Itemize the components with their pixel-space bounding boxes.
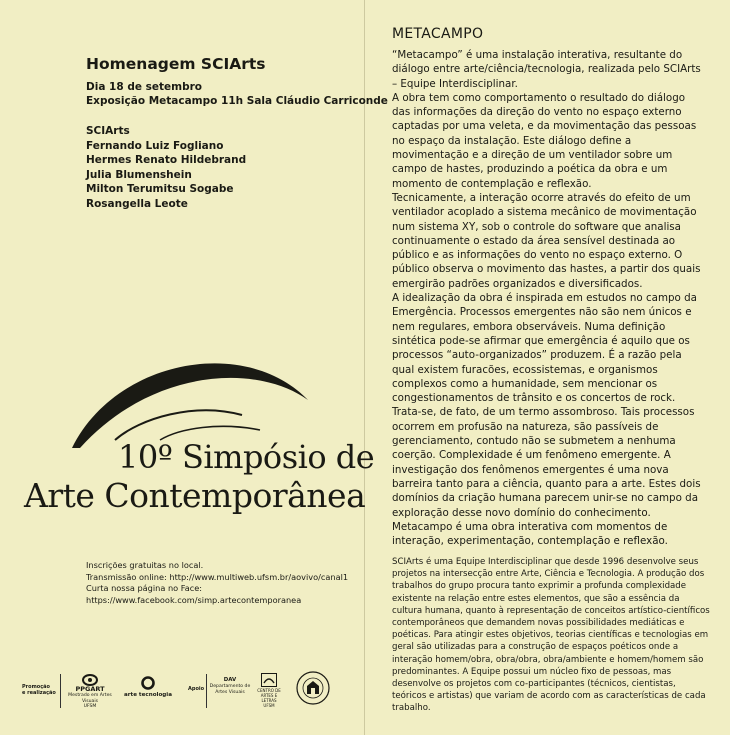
paragraph: Metacampo é uma obra interativa com momentos de interação, experimentação, contemplação e reflexão.	[392, 520, 668, 548]
dav-sub: Departamento de Artes Visuais	[209, 684, 251, 695]
cal-logo-icon	[261, 673, 277, 687]
member-name: Milton Terumitsu Sogabe	[86, 183, 234, 195]
member-name: Fernando Luiz Fogliano	[86, 139, 224, 152]
ppgart-sub: Mestrado em Artes Visuais UFSM	[68, 693, 112, 709]
member-name: Julia Blumenshein	[86, 168, 192, 181]
event-info	[86, 80, 388, 108]
member-name: Hermes Renato Hildebrand	[86, 154, 247, 166]
apoio-label: Apoio	[188, 686, 205, 692]
footer-line: https://www.facebook.com/simp.artecontemporanea	[86, 594, 302, 605]
sponsor-divider	[60, 674, 61, 708]
arte-tecnologia-label: arte tecnologia	[123, 692, 172, 698]
ppgart-label: PPGART	[75, 685, 105, 693]
section-title: METACAMPO	[392, 26, 484, 42]
sciarts-about: SCIArts é uma Equipe Interdisciplinar que desde 1996 desenvolve seus projetos na intersecção entre Arte, Ciência e Tecnologia. A produção dos trabalhos do grupo procura tanto exprimir a profunda complexidade existente na relação entre estes elementos, que são a essência da cultura humana, quanto à representação de conceitos artístico-científicos contemporâneos que demandem novas possibilidades mediáticas e poéticas. Para atingir estes objetivos, teorias científicas e tecnologias em geral são utilizadas para a construção de espaços poéticos onde a interação homem/obra, obra/obra, obra/ambiente e homem/homem são predominantes. A Equipe possui um núcleo fixo de pessoas, mas desenvolve os projetos com co-participantes (técnicos, cientistas, teóricos e artistas) que variam de acordo com as características de cada trabalho.	[392, 557, 710, 714]
footer-info	[86, 560, 348, 606]
logo-text-line2: Arte Contemporânea	[24, 476, 366, 515]
promo-label: Promoção e realização	[22, 684, 56, 696]
arc-logo-icon	[20, 340, 340, 450]
arte-tecnologia-logo-icon	[141, 676, 155, 690]
group-label: SCIArts	[86, 125, 130, 137]
footer-line: Curta nossa página no Face:	[86, 583, 203, 594]
footer-line: Transmissão online: http://www.multiweb.ufsm.br/aovivo/canal1	[86, 571, 349, 582]
dav-label: DAV	[223, 677, 237, 683]
members-list	[86, 124, 246, 211]
event-exhibition: Exposição Metacampo 11h Sala Cláudio Carriconde	[86, 95, 388, 107]
ufsm-seal-icon	[295, 670, 331, 706]
member-name: Rosangella Leote	[86, 197, 188, 210]
event-date: Dia 18 de setembro	[86, 81, 202, 93]
footer-line: Inscrições gratuitas no local.	[86, 560, 204, 570]
event-title: Homenagem SCIArts	[86, 55, 266, 73]
sponsor-logos	[22, 672, 357, 708]
paragraph: Tecnicamente, a interação ocorre através do efeito de um ventilador acoplado a sistema mecânico de movimentação num sistema XY, sob o controle do software que analisa continuamente o estado da área sensível destinada ao público e as informações do vento no espaço externo. O público observa o movimento das hastes, a partir dos quais emergirão padrões organizados e diversificados.	[392, 191, 701, 290]
sponsor-divider	[206, 674, 207, 708]
logo-text-line1: 10º Simpósio de	[118, 438, 375, 476]
paragraph: “Metacampo” é uma instalação interativa, resultante do diálogo entre arte/ciência/tecnologia, realizada pelo SCIArts – Equipe Interdisciplinar.	[392, 49, 701, 90]
paragraph: A idealização da obra é inspirada em estudos no campo da Emergência. Processos emergentes não são nem únicos e nem regulares, embora observáveis. Numa definição sintética pode-se afirmar que emergência é aquilo que os processos “auto-organizados” produzem. É a razão pela qual existem furacões, ecossistemas, e organismos complexos como a humanidade, sem mencionar os congestionamentos de trânsito e os concertos de rock. Trata-se, de fato, de um termo assombroso. Tais processos ocorrem em profusão na natureza, são passíveis de gerenciamento, contudo não se submetem a nenhuma coerção. Complexidade é um fenômeno emergente. A investigação dos fenômenos emergentes é uma nova barreira tanto para a ciência, quanto para a arte. Estes dois domínios da criação humana parecem unir-se no campo da exploração desse novo domínio do conhecimento.	[392, 292, 701, 519]
page-fold	[364, 0, 365, 735]
paragraph: A obra tem como comportamento o resultado do diálogo das informações da direção do vento no espaço externo captadas por uma veleta, e da movimentação das pessoas no espaço da instalação. Este diálogo define a movimentação e a direção de um ventilador sobre um campo de hastes, produzindo a poética da obra e um momento de contemplação e reflexão.	[392, 91, 697, 190]
cal-sub: CENTRO DE ARTES E LETRAS UFSM	[257, 688, 281, 708]
metacampo-description	[392, 48, 704, 548]
